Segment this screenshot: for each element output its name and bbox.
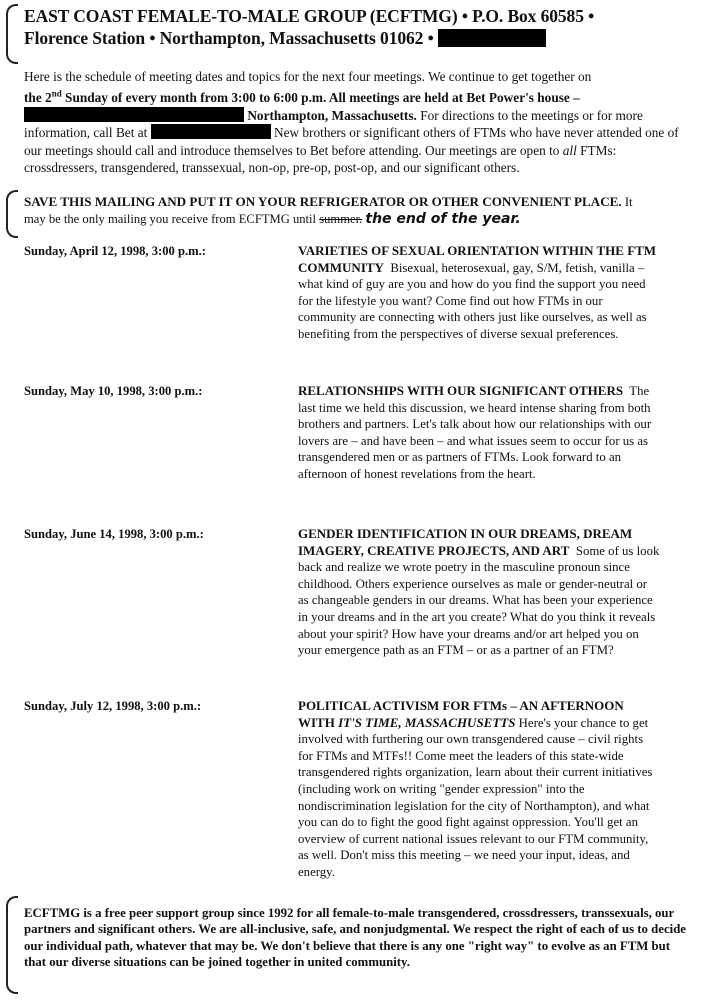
letterhead-address: Florence Station • Northampton, Massachusetts 01062 • [24, 28, 434, 48]
struck-word: summer. [319, 212, 363, 226]
margin-bracket-top [6, 4, 18, 64]
meeting-title: GENDER IDENTIFICATION IN OUR DREAMS, DREAM IMAGERY, CREATIVE PROJECTS, AND ART [298, 526, 633, 558]
meeting-body: The last time we held this discussion, we heard intense sharing from both brothers and partners. Let's talk about how our relationships with our lovers are – and have been – and what issues seem to occur for us as transgendered men or as partners of FTMs. Look forward to an afternoon of honest revelations from the heart. [298, 384, 652, 481]
meeting-title-italic: IT'S TIME, MASSACHUSETTS [338, 714, 516, 730]
meeting-date: Sunday, April 12, 1998, 3:00 p.m.: [24, 244, 206, 258]
meeting-description [298, 698, 660, 881]
intro-bold-location: Northampton, Massachusetts. [247, 107, 417, 123]
meeting-date: Sunday, May 10, 1998, 3:00 p.m.: [24, 384, 203, 398]
intro-paragraph [24, 68, 690, 177]
redaction-bar [438, 29, 546, 47]
meeting-title: VARIETIES OF SEXUAL ORIENTATION WITHIN THE FTM COMMUNITY [298, 243, 657, 275]
intro-text-2: For directions to the meetings or for more [416, 107, 643, 123]
letterhead-line-1: EAST COAST FEMALE-TO-MALE GROUP (ECFTMG) • P.O. Box 60585 • [24, 6, 595, 26]
redaction-bar [24, 107, 244, 122]
margin-bracket-footer [6, 896, 18, 994]
intro-italic-all: all [562, 142, 577, 158]
save-notice-it: It [621, 195, 633, 209]
meeting-body: Here's your chance to get involved with furthering our own transgendered cause – civil rights for FTMs and MTFs!! Come meet the leaders of this state-wide transgendered rights organization, learn about their current initiatives (including work on writing "gender expression" into the nondiscrimination legislation for the city of Northampton), and what you can do to fight the good fight against oppression. You'll get an overview of current national issues relevant to our FTM community, as well. Don't miss this meeting – we need your input, ideas, and energy. [298, 715, 653, 879]
meeting-description [298, 383, 660, 483]
mission-statement: ECFTMG is a free peer support group since 1992 for all female-to-male transgendered, crossdressers, transsexuals, our partners and significant others. We are all-inclusive, safe, and nonjudgmental. We respect the right of each of us to decide our individual path, whatever that may be. We don't believe that there is any one "right way" to evolve as an FTM but that our diverse situations can be joined together in united community. [24, 906, 686, 970]
meeting-description [298, 243, 660, 343]
meeting-title: POLITICAL ACTIVISM FOR FTMs – AN AFTERNOON WITH IT'S TIME, MASSACHUSETTS [298, 698, 624, 730]
intro-text-3: information, call Bet at [24, 125, 148, 141]
save-notice [24, 193, 690, 228]
meeting-date: Sunday, July 12, 1998, 3:00 p.m.: [24, 699, 202, 713]
save-notice-rest: may be the only mailing you receive from ECFTMG until [24, 212, 320, 226]
letterhead [24, 5, 694, 49]
redaction-bar [151, 124, 271, 139]
margin-bracket-save [6, 190, 18, 238]
intro-text-4: New brothers or significant others of FTMs who have never attended one of our meetings should call and introduce themselves to Bet before attending. Our meetings are open to [24, 125, 679, 158]
meeting-date: Sunday, June 14, 1998, 3:00 p.m.: [24, 527, 204, 541]
intro-text-5: FTMs: crossdressers, transgendered, transsexual, non-op, pre-op, post-op, and our significant others. [24, 142, 617, 176]
intro-text-1: Here is the schedule of meeting dates and topics for the next four meetings. We continue to get together on [24, 69, 592, 84]
handwritten-correction: the end of the year. [365, 211, 521, 227]
meeting-body: Some of us look back and realize we wrote poetry in the masculine pronoun since childhood. Others experience ourselves as male or gender-neutral or as changeable genders in our dreams. What has been your experience in your dreams and in the art you create? What do you think it reveals about your spirit? How have your dreams and/or art helped you on your emergence path as an FTM – or as a partner of an FTM? [298, 543, 660, 658]
save-notice-bold: SAVE THIS MAILING AND PUT IT ON YOUR REFRIGERATOR OR OTHER CONVENIENT PLACE. [24, 194, 622, 209]
meeting-body: Bisexual, heterosexual, gay, S/M, fetish, vanilla – what kind of guy are you and how do you find the support you need for the lifestyle you want? Come find out how FTMs in our community are connecting with others just like ourselves, as well as benefiting from the perspectives of diverse sexual preferences. [298, 260, 647, 341]
meeting-description [298, 526, 660, 659]
meeting-title: RELATIONSHIPS WITH OUR SIGNIFICANT OTHERS [298, 383, 624, 398]
letterhead-line-2 [24, 27, 694, 49]
intro-bold-schedule: the 2nd Sunday of every month from 3:00 to 6:00 p.m. All meetings are held at Bet Power's house – [24, 88, 580, 106]
